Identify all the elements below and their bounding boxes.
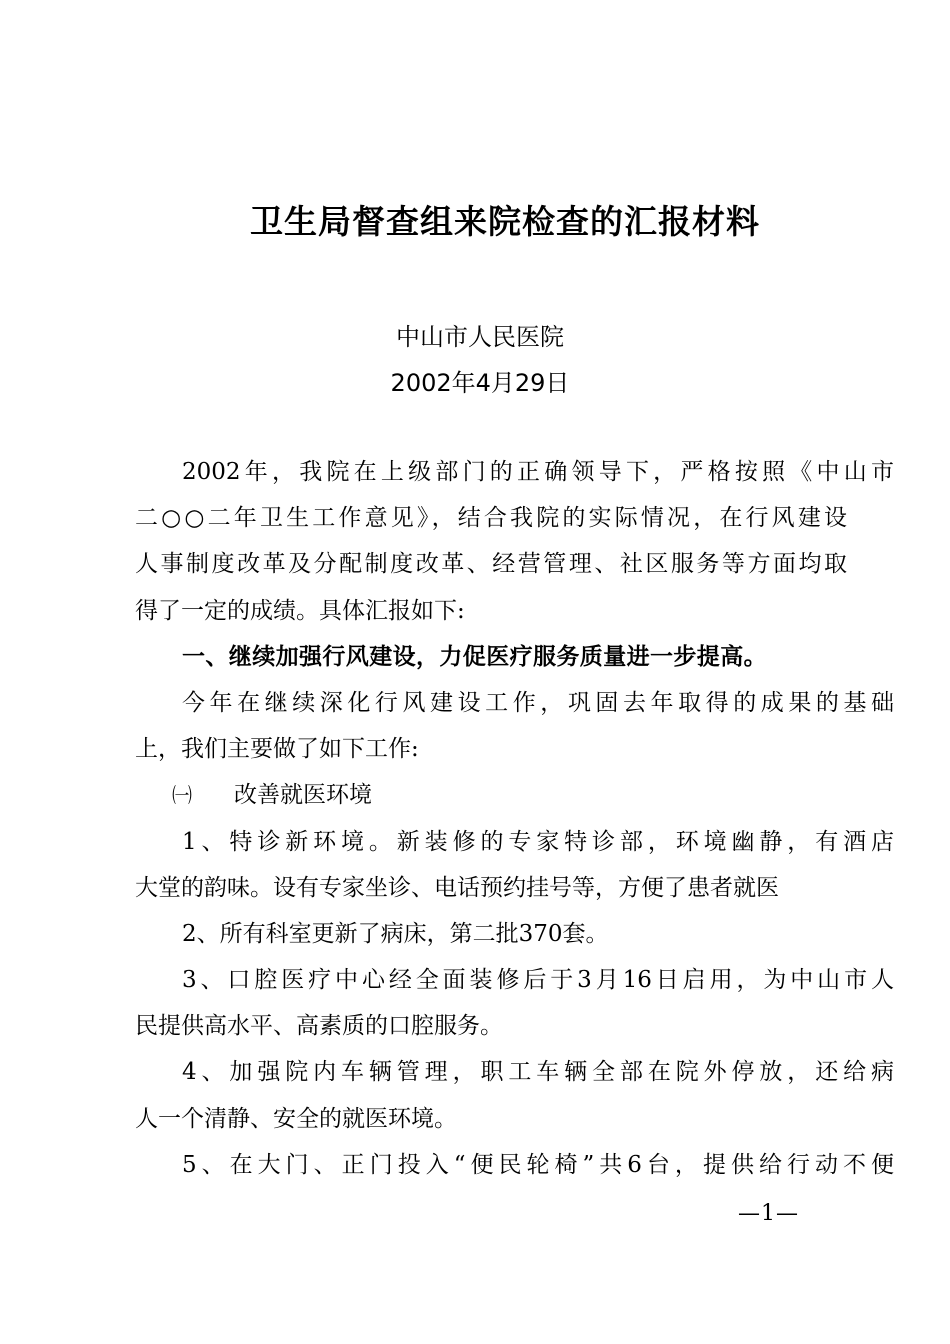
paragraph-line: 得了一定的成绩。具体汇报如下: — [135, 597, 465, 624]
subsection-title: 改善就医环境 — [234, 782, 372, 809]
list-item-line: 3、口腔医疗中心经全面装修后于3月16日启用，为中山市人 — [182, 967, 894, 994]
document-body — [135, 449, 894, 1188]
page-number: —1— — [738, 1201, 799, 1226]
paragraph-line: 上，我们主要做了如下工作: — [135, 736, 419, 763]
list-item-line: 大堂的韵味。设有专家坐诊、电话预约挂号等，方便了患者就医 — [135, 874, 779, 901]
list-item-line: 2、所有科室更新了病床，第二批370套。 — [182, 920, 609, 947]
document-date: 2002年4月29日 — [390, 369, 570, 397]
subsection-heading — [135, 772, 847, 818]
paragraph-line: 今年在继续深化行风建设工作，巩固去年取得的成果的基础 — [182, 689, 894, 716]
document-title: 卫生局督查组来院检查的汇报材料 — [250, 202, 760, 241]
list-item-line: 5、在大门、正门投入“便民轮椅”共6台，提供给行动不便 — [182, 1151, 894, 1178]
paragraph-line: 人事制度改革及分配制度改革、经营管理、社区服务等方面均取 — [135, 551, 847, 578]
organization-name: 中山市人民医院 — [396, 323, 564, 351]
list-item-line: 1、特诊新环境。新装修的专家特诊部，环境幽静，有酒店 — [182, 828, 894, 855]
paragraph-line: 二○○二年卫生工作意见》，结合我院的实际情况，在行风建设 — [135, 505, 847, 532]
section-heading: 一、继续加强行风建设，力促医疗服务质量进一步提高。 — [182, 643, 767, 670]
list-item-line: 民提供高水平、高素质的口腔服务。 — [135, 1013, 503, 1040]
subsection-marker: ㈠ — [172, 783, 192, 808]
paragraph-line: 2002年，我院在上级部门的正确领导下，严格按照《中山市 — [182, 459, 894, 485]
list-item-line: 4、加强院内车辆管理，职工车辆全部在院外停放，还给病 — [182, 1059, 894, 1086]
list-item-line: 人一个清静、安全的就医环境。 — [135, 1105, 457, 1132]
